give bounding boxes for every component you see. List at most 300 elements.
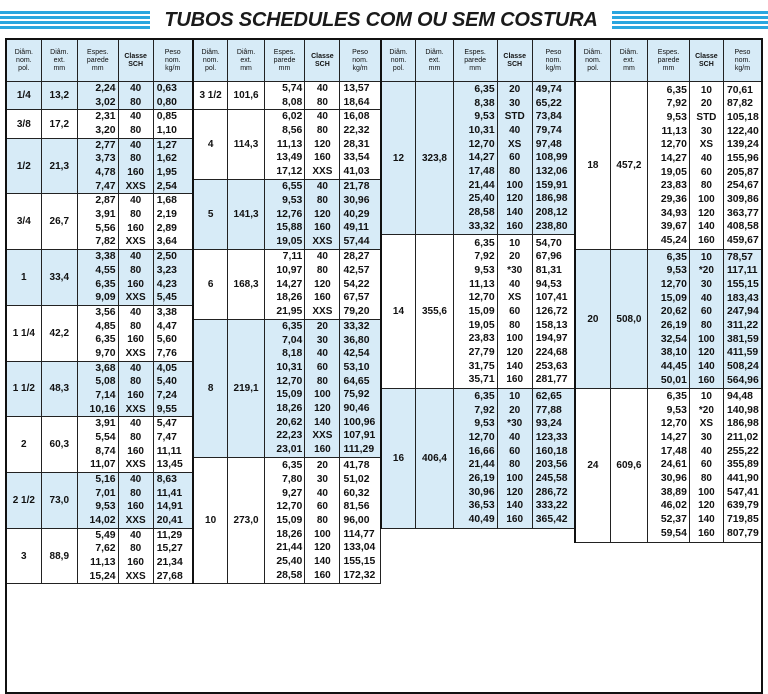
peso-value: 155,15 — [343, 556, 376, 568]
espessura-value: 46,02 — [660, 500, 687, 512]
espessura-value: 31,75 — [468, 360, 495, 372]
peso-value: 94,48 — [726, 391, 753, 403]
peso-value: 441,90 — [726, 473, 759, 485]
peso-value: 1,10 — [156, 125, 177, 137]
classe-list — [118, 82, 153, 110]
peso-value: 639,79 — [726, 500, 759, 512]
classe-value: 60 — [509, 445, 521, 457]
espessura-list — [77, 110, 118, 138]
classe-value: *20 — [698, 404, 714, 416]
peso-value: 140,98 — [726, 404, 759, 416]
peso-value: 253,63 — [535, 360, 568, 372]
peso-value: 186,98 — [535, 193, 568, 205]
espessura-list — [77, 250, 118, 306]
header-diam-ext: Diâm. ext. mm — [610, 39, 647, 82]
espessura-value: 7,01 — [95, 487, 116, 499]
espessura-value: 8,56 — [282, 125, 303, 137]
diam-ext-cell: 60,3 — [41, 417, 77, 473]
espessura-list — [77, 361, 118, 417]
diam-nom-cell: 6 — [193, 250, 228, 319]
classe-value: 40 — [316, 111, 328, 123]
peso-list — [153, 250, 193, 306]
espessura-value: 12,70 — [468, 292, 495, 304]
classe-value: 140 — [314, 416, 331, 428]
espessura-value: 12,70 — [276, 375, 303, 387]
classe-value: 100 — [698, 333, 715, 345]
peso-value: 7,76 — [156, 347, 177, 359]
peso-value: 40,29 — [343, 208, 370, 220]
espessura-value: 3,38 — [95, 251, 116, 263]
classe-list — [118, 194, 153, 250]
peso-value: 67,96 — [535, 251, 562, 263]
espessura-value: 11,13 — [276, 138, 303, 150]
espessura-value: 14,27 — [468, 152, 495, 164]
classe-value: 40 — [130, 418, 142, 430]
header-peso: Peso nom. kg/m — [340, 39, 381, 82]
classe-value: 40 — [130, 139, 142, 151]
classe-value: 40 — [700, 292, 712, 304]
peso-value: 13,45 — [156, 459, 183, 471]
peso-value: 5,40 — [156, 376, 177, 388]
peso-value: 65,22 — [535, 97, 562, 109]
classe-value: 160 — [127, 222, 144, 234]
espessura-value: 29,36 — [660, 193, 687, 205]
peso-value: 78,57 — [726, 251, 753, 263]
classe-value: *30 — [507, 418, 523, 430]
espessura-value: 2,24 — [95, 83, 116, 94]
peso-list — [153, 305, 193, 361]
classe-value: 20 — [509, 404, 521, 416]
header-espessura: Espes. parede mm — [453, 39, 497, 82]
table-row — [6, 82, 762, 96]
espessura-value: 15,09 — [276, 389, 303, 401]
classe-value: 100 — [698, 193, 715, 205]
classe-value: 60 — [316, 362, 328, 374]
diam-nom-cell: 1 — [6, 250, 41, 306]
peso-list — [340, 250, 381, 319]
classe-value: 80 — [130, 153, 142, 165]
peso-value: 54,22 — [343, 278, 370, 290]
classe-list — [689, 388, 723, 542]
espessura-value: 7,04 — [282, 334, 303, 346]
espessura-value: 2,77 — [95, 139, 116, 151]
peso-value: 333,22 — [535, 500, 568, 512]
peso-value: 117,11 — [726, 265, 758, 277]
classe-value: 160 — [314, 152, 331, 164]
classe-value: 30 — [509, 97, 521, 109]
classe-list — [689, 250, 723, 389]
classe-value: 140 — [506, 207, 524, 219]
peso-value: 5,45 — [156, 292, 177, 304]
espessura-value: 21,44 — [468, 459, 495, 471]
peso-value: 93,24 — [535, 418, 562, 430]
espessura-value: 9,53 — [474, 418, 495, 430]
espessura-value: 8,38 — [474, 97, 495, 109]
peso-value: 0,63 — [156, 83, 177, 94]
classe-value: 160 — [127, 445, 144, 457]
diam-ext-cell: 33,4 — [41, 250, 77, 306]
classe-value: XXS — [312, 235, 333, 247]
espessura-value: 15,09 — [468, 305, 495, 317]
peso-value: 281,77 — [535, 374, 568, 386]
classe-value: 40 — [700, 152, 712, 164]
peso-list — [153, 528, 193, 584]
espessura-value: 27,79 — [468, 346, 495, 358]
classe-value: 120 — [506, 346, 524, 358]
espessura-value: 4,85 — [95, 320, 116, 332]
peso-value: 16,08 — [343, 111, 370, 123]
peso-value: 355,89 — [726, 459, 759, 471]
classe-value: 160 — [698, 234, 715, 246]
peso-list — [153, 194, 193, 250]
espessura-value: 3,91 — [95, 418, 116, 430]
peso-value: 363,77 — [726, 207, 759, 219]
classe-value: 80 — [509, 459, 521, 471]
peso-value: 245,58 — [535, 473, 568, 485]
classe-value: 80 — [700, 473, 712, 485]
diam-nom-cell: 16 — [381, 388, 416, 528]
peso-list — [153, 110, 193, 138]
peso-value: 411,59 — [726, 347, 759, 359]
classe-value: 20 — [509, 84, 521, 96]
peso-value: 160,18 — [535, 445, 568, 457]
espessura-value: 23,01 — [276, 444, 303, 456]
classe-value: 80 — [130, 543, 142, 555]
espessura-list — [453, 82, 497, 235]
espessura-list — [77, 194, 118, 250]
peso-list — [153, 361, 193, 417]
peso-value: 194,97 — [535, 333, 568, 345]
classe-value: 60 — [509, 152, 521, 164]
header-espessura: Espes. parede mm — [264, 39, 305, 82]
espessura-list — [264, 250, 305, 319]
classe-value: XXS — [125, 236, 146, 248]
peso-value: 114,77 — [343, 528, 375, 540]
espessura-value: 6,35 — [95, 334, 116, 346]
espessura-value: 14,02 — [89, 515, 116, 527]
peso-value: 96,00 — [343, 515, 370, 527]
peso-value: 203,56 — [535, 459, 568, 471]
peso-value: 41,78 — [343, 460, 370, 472]
espessura-value: 7,92 — [666, 98, 687, 110]
espessura-value: 19,05 — [660, 166, 687, 178]
peso-value: 4,23 — [156, 278, 177, 290]
classe-value: XS — [508, 138, 522, 150]
peso-list — [532, 388, 575, 528]
diam-ext-cell: 42,2 — [41, 305, 77, 361]
peso-value: 3,23 — [156, 264, 177, 276]
classe-value: 120 — [698, 207, 715, 219]
header-diam-ext: Diâm. ext. mm — [41, 39, 77, 82]
espessura-value: 14,27 — [660, 152, 687, 164]
classe-value: *20 — [698, 265, 714, 277]
header-classe-sch: Classe SCH — [689, 39, 723, 82]
espessura-list — [648, 82, 690, 250]
classe-value: 100 — [314, 389, 331, 401]
classe-value: 40 — [130, 251, 142, 263]
classe-value: 40 — [509, 278, 521, 290]
classe-list — [118, 361, 153, 417]
peso-value: 7,24 — [156, 389, 177, 401]
table-body — [6, 82, 762, 694]
classe-value: XXS — [125, 180, 146, 192]
espessura-list — [453, 235, 497, 388]
classe-value: 30 — [700, 279, 712, 291]
espessura-value: 5,49 — [95, 529, 116, 541]
peso-value: 224,68 — [535, 346, 568, 358]
header-diam-ext: Diâm. ext. mm — [228, 39, 264, 82]
pipe-schedule-table — [5, 38, 763, 694]
espessura-value: 23,83 — [660, 180, 687, 192]
peso-value: 28,31 — [343, 138, 370, 150]
espessura-value: 21,95 — [276, 305, 303, 317]
classe-list — [497, 388, 532, 528]
peso-value: 41,03 — [343, 166, 370, 178]
classe-value: 160 — [506, 220, 524, 232]
espessura-value: 6,35 — [666, 391, 687, 403]
diam-nom-cell: 8 — [193, 319, 228, 458]
peso-value: 111,29 — [343, 444, 375, 456]
classe-value: 120 — [314, 278, 331, 290]
espessura-value: 32,54 — [660, 333, 687, 345]
diam-nom-cell: 2 — [6, 417, 41, 473]
classe-value: 60 — [509, 305, 521, 317]
peso-value: 2,89 — [156, 222, 177, 234]
diam-nom-cell: 1/4 — [6, 82, 41, 110]
diam-ext-cell: 273,0 — [228, 458, 264, 584]
espessura-value: 4,55 — [95, 264, 116, 276]
classe-value: STD — [504, 111, 525, 123]
espessura-value: 2,31 — [95, 111, 116, 123]
peso-value: 67,57 — [343, 292, 370, 304]
espessura-value: 12,70 — [276, 501, 303, 513]
classe-value: 160 — [314, 222, 331, 234]
espessura-value: 18,26 — [276, 292, 303, 304]
peso-value: 28,27 — [343, 251, 370, 263]
classe-list — [497, 82, 532, 235]
diam-nom-cell: 3/4 — [6, 194, 41, 250]
espessura-list — [264, 110, 305, 179]
peso-list — [723, 388, 762, 542]
classe-value: 80 — [316, 515, 328, 527]
peso-value: 42,57 — [343, 264, 370, 276]
peso-value: 139,24 — [726, 139, 759, 151]
espessura-value: 5,74 — [282, 83, 303, 94]
espessura-value: 19,05 — [468, 319, 495, 331]
espessura-value: 6,02 — [282, 111, 303, 123]
classe-value: 60 — [700, 459, 712, 471]
classe-value: 120 — [506, 193, 524, 205]
classe-value: 40 — [130, 306, 142, 318]
diam-nom-cell: 3/8 — [6, 110, 41, 138]
classe-value: XXS — [125, 515, 146, 527]
espessura-value: 36,53 — [468, 500, 495, 512]
classe-value: 140 — [506, 360, 524, 372]
peso-list — [340, 179, 381, 249]
classe-value: 10 — [509, 390, 521, 402]
peso-value: 79,20 — [343, 305, 370, 317]
classe-list — [118, 250, 153, 306]
peso-value: 286,72 — [535, 486, 568, 498]
peso-value: 57,44 — [343, 235, 370, 247]
espessura-value: 19,05 — [276, 235, 303, 247]
peso-value: 11,11 — [156, 445, 182, 457]
espessura-value: 45,24 — [660, 234, 687, 246]
peso-value: 255,22 — [726, 445, 759, 457]
peso-list — [532, 235, 575, 388]
classe-list — [118, 528, 153, 584]
table-row — [6, 625, 762, 639]
diam-nom-cell: 2 1/2 — [6, 473, 41, 529]
diam-ext-cell: 114,3 — [228, 110, 264, 179]
classe-value: 80 — [130, 376, 142, 388]
espessura-value: 3,56 — [95, 306, 116, 318]
classe-value: 160 — [127, 334, 144, 346]
classe-value: 80 — [316, 96, 328, 108]
peso-value: 3,64 — [156, 236, 177, 248]
classe-value: 80 — [130, 96, 142, 108]
classe-value: 160 — [698, 527, 715, 539]
peso-value: 408,58 — [726, 221, 759, 233]
classe-value: 60 — [700, 306, 712, 318]
header-diam-nom: Diâm. nom. pol. — [193, 39, 228, 82]
peso-value: 9,55 — [156, 403, 177, 415]
peso-value: 11,41 — [156, 487, 183, 499]
classe-value: XS — [508, 292, 522, 304]
classe-value: XXS — [125, 347, 146, 359]
peso-value: 42,54 — [343, 348, 370, 360]
espessura-list — [264, 319, 305, 458]
espessura-value: 3,91 — [95, 209, 116, 221]
classe-value: 160 — [314, 444, 331, 456]
classe-value: *30 — [507, 264, 523, 276]
classe-value: 160 — [127, 501, 144, 513]
espessura-value: 3,68 — [95, 362, 116, 374]
peso-value: 186,98 — [726, 418, 759, 430]
classe-value: 20 — [316, 321, 328, 333]
page-title: TUBOS SCHEDULES COM OU SEM COSTURA — [164, 9, 598, 31]
peso-value: 49,11 — [343, 222, 369, 234]
espessura-value: 16,66 — [468, 445, 495, 457]
header-peso: Peso nom. kg/m — [153, 39, 193, 82]
espessura-value: 2,87 — [95, 195, 116, 207]
espessura-value: 23,83 — [468, 333, 495, 345]
diam-nom-cell: 1/2 — [6, 138, 41, 194]
peso-value: 2,19 — [156, 209, 177, 221]
diam-nom-cell: 24 — [575, 388, 610, 542]
espessura-value: 26,19 — [468, 473, 495, 485]
espessura-value: 12,70 — [468, 138, 495, 150]
classe-value: 80 — [130, 432, 142, 443]
classe-value: 100 — [506, 179, 524, 191]
espessura-value: 10,16 — [89, 403, 116, 415]
espessura-value: 7,47 — [95, 180, 116, 192]
classe-value: XXS — [125, 459, 146, 471]
peso-value: 238,80 — [535, 220, 568, 232]
peso-value: 547,41 — [726, 486, 759, 498]
peso-value: 20,41 — [156, 515, 183, 527]
classe-value: 80 — [509, 166, 521, 178]
diam-ext-cell: 457,2 — [610, 82, 647, 250]
espessura-value: 11,07 — [90, 459, 116, 471]
classe-value: 80 — [316, 194, 328, 206]
classe-value: 120 — [314, 542, 331, 554]
table-row — [6, 598, 762, 612]
espessura-value: 12,70 — [660, 279, 687, 291]
espessura-value: 12,70 — [660, 139, 687, 151]
classe-value: 140 — [698, 361, 715, 373]
diam-nom-cell: 14 — [381, 235, 416, 388]
espessura-value: 5,56 — [95, 222, 116, 234]
peso-value: 155,96 — [726, 152, 759, 164]
header-classe-sch: Classe SCH — [497, 39, 532, 82]
classe-value: 160 — [506, 514, 524, 526]
classe-value: XXS — [125, 570, 146, 582]
espessura-value: 6,55 — [282, 181, 303, 193]
diam-nom-cell: 10 — [193, 458, 228, 584]
peso-value: 205,87 — [726, 166, 759, 178]
peso-value: 8,63 — [156, 474, 177, 486]
espessura-value: 17,48 — [660, 445, 687, 457]
espessura-value: 5,54 — [95, 432, 116, 443]
peso-value: 5,47 — [156, 418, 177, 430]
classe-list — [305, 250, 340, 319]
espessura-value: 9,53 — [666, 265, 687, 277]
espessura-value: 20,62 — [276, 416, 303, 428]
espessura-value: 6,35 — [666, 84, 687, 96]
peso-value: 90,46 — [343, 403, 370, 415]
peso-value: 159,91 — [535, 179, 568, 191]
classe-value: 60 — [316, 501, 328, 513]
espessura-value: 50,01 — [660, 374, 687, 386]
espessura-value: 10,31 — [276, 362, 303, 374]
classe-list — [118, 110, 153, 138]
espessura-value: 38,89 — [660, 486, 687, 498]
espessura-value: 5,16 — [95, 474, 116, 486]
espessura-value: 7,80 — [282, 474, 303, 486]
classe-value: 20 — [316, 460, 328, 472]
peso-list — [340, 458, 381, 584]
espessura-value: 14,27 — [660, 432, 687, 444]
espessura-list — [77, 82, 118, 110]
diam-ext-cell: 101,6 — [228, 82, 264, 110]
diam-ext-cell: 48,3 — [41, 361, 77, 417]
classe-value: 160 — [314, 292, 331, 304]
peso-value: 100,96 — [343, 416, 376, 428]
peso-value: 51,02 — [343, 474, 370, 486]
classe-value: 80 — [130, 320, 142, 332]
peso-value: 1,27 — [156, 139, 177, 151]
espessura-value: 12,70 — [660, 418, 687, 430]
peso-value: 21,34 — [156, 557, 183, 569]
diam-ext-cell: 609,6 — [610, 388, 647, 542]
peso-list — [532, 82, 575, 235]
diam-nom-cell: 4 — [193, 110, 228, 179]
peso-value: 7,47 — [156, 432, 177, 443]
peso-value: 1,68 — [156, 195, 177, 207]
classe-value: 160 — [127, 557, 144, 569]
peso-value: 22,32 — [343, 125, 370, 137]
peso-value: 0,85 — [156, 111, 177, 123]
espessura-value: 33,32 — [468, 220, 495, 232]
classe-value: 160 — [127, 167, 144, 179]
espessura-value: 15,24 — [89, 570, 116, 582]
diam-nom-cell: 3 1/2 — [193, 82, 228, 110]
table-row — [6, 680, 762, 694]
classe-value: 80 — [316, 375, 328, 387]
espessura-value: 6,35 — [282, 321, 303, 333]
classe-value: XXS — [312, 430, 333, 442]
